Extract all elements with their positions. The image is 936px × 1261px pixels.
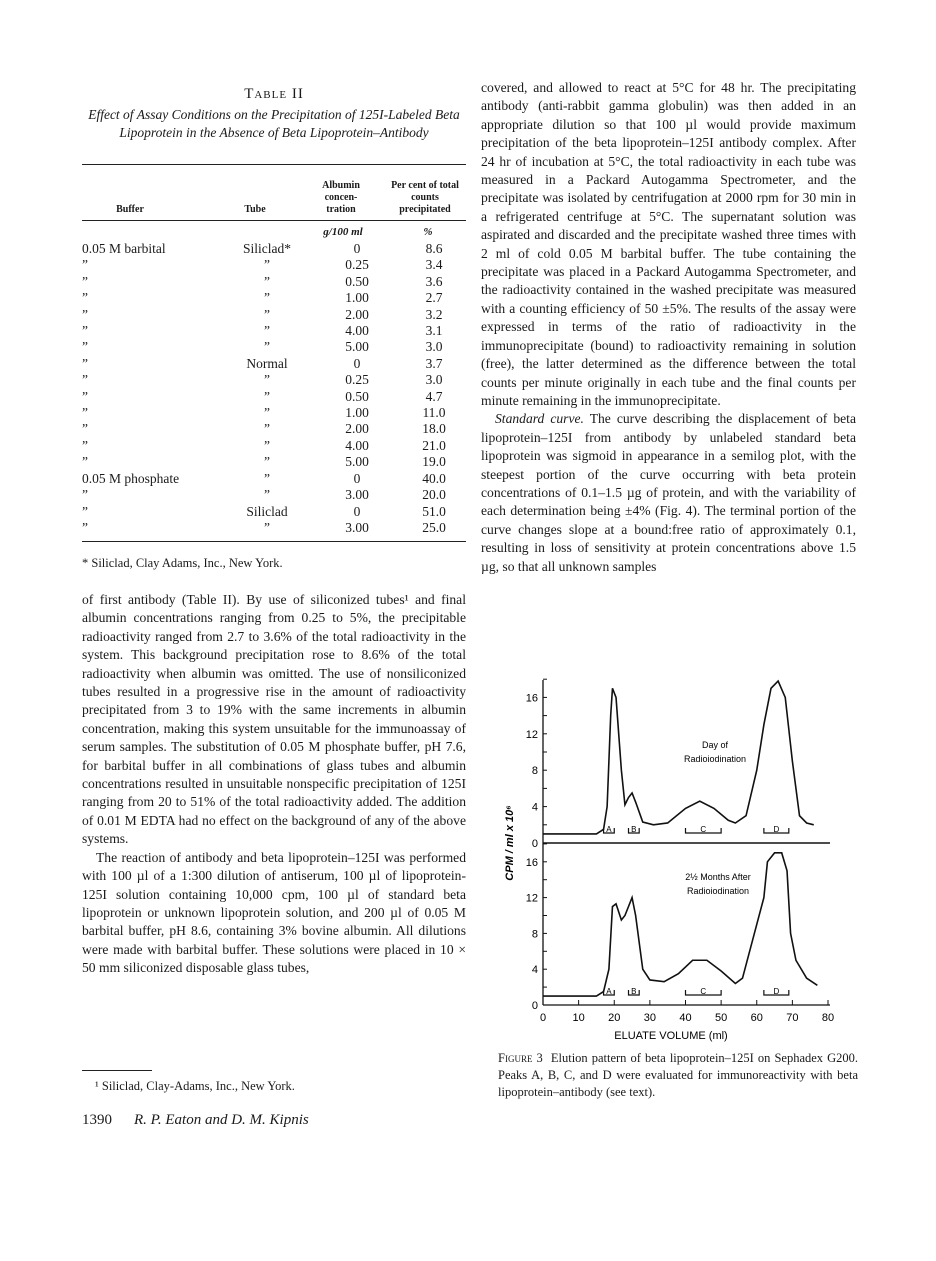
table-cell: 0 [353,241,361,256]
peak-label: C [700,825,707,834]
table-row [82,323,466,339]
table-cell: ” [82,257,88,273]
x-tick-label: 70 [786,1012,799,1024]
table-row [82,438,466,454]
table-row [82,520,466,536]
y-tick-label: 4 [531,801,538,814]
table-cell: ” [264,470,270,486]
table-cell: ” [264,306,270,322]
table-cell: ” [264,290,270,306]
table-cell: 4.7 [425,388,443,404]
y-tick-label: 0 [531,1000,538,1012]
section-heading: Standard curve. [495,411,584,427]
table-cell: 0 [353,355,361,371]
table-cell: 3.2 [425,306,443,322]
table-cell: ” [264,372,270,388]
x-tick-label: 20 [608,1012,621,1024]
x-tick-label: 80 [821,1012,835,1024]
table-row [82,274,466,290]
y-tick-label: 0 [531,838,538,850]
table-row [82,307,466,323]
table-row [82,405,466,421]
table-cell: 2.7 [425,290,443,306]
paragraph: covered, and allowed to react at 5°C for 48 hr. The precipitating antibody (anti-rabbit gamma globulin) was then added in an appropriate dilution so that 100 µl would provide maximum precipitation of the beta lipoprotein–125I antibody complex. After 24 hr of incubation at 5°C, the total radioactivity in each tube was measured in a Packard Autogamma Spectrometer, and the precipitate was isolated by centrifugation at 2000 rpm for 30 min in a refrigerated centrifuge at 5°C. The supernatant solution was aspirated and discarded and the precipitate washed three times with 2 ml of cold 0.05 M barbital buffer. The tube containing the precipitate was placed in a Packard Autogamma Spectrometer, and the radioactivity contained in the washed precipitate was measured with a counting efficiency of 50 ±5%. The results of the assay were expressed in terms of the ratio of radioactivity in the immunoprecipitate (bound) to radioactivity remaining in solution (free), the latter determined as the difference between the total counts per minute originally in each tube and the final counts per minute remaining in the immunoprecipitate. [481,80,856,408]
table-cell: ” [82,339,88,355]
panel-label: 2½ Months After [685,872,751,882]
x-tick-label: 30 [643,1012,656,1024]
table-cell: ” [82,323,88,339]
table-cell: 0 [353,470,361,486]
y-axis-label: CPM / ml x 10⁶ [504,805,516,881]
table-header-rule [82,220,466,221]
table-cell: 1.00 [345,405,369,421]
unit-percent: % [423,226,433,238]
table-cell: Siliclad [246,503,288,519]
panel-label: Day of [701,740,729,750]
table-cell: 3.00 [345,487,369,503]
y-tick-label: 16 [525,856,538,869]
table-row [82,339,466,355]
table-cell: 3.1 [425,323,443,339]
table-cell: 40.0 [422,470,446,486]
peak-label: B [631,987,637,996]
table-cell: ” [264,339,270,355]
table-cell: 0.05 M phosphate [82,470,180,486]
table-cell: ” [264,421,270,437]
figure-label: Figure 3 [498,1051,543,1065]
peak-label: A [606,987,612,996]
table-row [82,241,466,257]
table-cell: 2.00 [345,306,369,322]
table-cell: 0 [353,503,361,519]
table-cell: 2.00 [345,421,369,437]
table-cell: 20.0 [422,487,446,503]
table-cell: 3.7 [425,355,443,371]
table-cell: ” [264,388,270,404]
y-tick-label: 16 [525,692,538,705]
table-cell: ” [82,372,88,388]
table-cell: ” [264,257,270,273]
paragraph: of first antibody (Table II). By use of siliconized tubes¹ and final albumin concentrations ranging from 0.25 to 5%, the precipitable radioactivity ranged from 2.7 to 3.6% of the total radioactivity in the system. This background precipitation rose to 8.6% of the total radioactivity when albumin was omitted. The use of nonsiliconized tubes resulted in a progressive rise in the amount of radioactivity precipitated from 3 to 19% with the same increments in albumin concentration, making this system unsuitable for the immunoassay of serum samples. The substitution of 0.05 M phosphate buffer, pH 7.6, for barbital buffer in all combinations of glass tubes and albumin concentrations resulted in unsuitable nonspecific precipitation of 125I ranging from 20 to 51% of the total radioactivity added. The addition of 0.01 M EDTA had no effect on the background of any of the above systems. [82,592,466,847]
figure-3-chart [500,670,850,1050]
table-cell: ” [82,421,88,437]
table-row [82,504,466,520]
page-footer [82,1112,309,1129]
x-tick-label: 10 [572,1012,585,1024]
table-cell: ” [82,503,88,519]
table-cell: ” [264,519,270,535]
paragraph-body: The curve describing the displacement of beta lipoprotein–125I from antibody by unlabeled standard beta lipoprotein was sigmoid in appearance in a semilog plot, with the steepest portion of the curve occurring with beta protein concentrations of 0.1–1.5 µg of protein, and with the variability of each determination being ±4% (Fig. 4). The terminal portion of the curve changes slope at a bound:free ratio of approximately 0.1, resulting in loss of sensitivity at protein concentrations above 1.5 µg, so that all unknown samples [481,411,856,574]
table-cell: 0.25 [345,372,369,388]
left-column-text [82,591,466,978]
table-cell: ” [264,454,270,470]
table-cell: ” [82,487,88,503]
table-cell: ” [264,323,270,339]
table-footnote: * Siliclad, Clay Adams, Inc., New York. [82,556,283,570]
table-cell: 3.00 [345,519,369,535]
table-cell: 3.4 [425,257,443,273]
table-bottom-rule [82,541,466,542]
paragraph [481,410,856,576]
table-cell: ” [82,454,88,470]
table-row [82,454,466,470]
figure-caption-text: Elution pattern of beta lipoprotein–125I on Sephadex G200. Peaks A, B, C, and D were evaluated for immunoreactivity with beta lipoprotein–antibody (see text). [498,1051,859,1099]
y-tick-label: 12 [525,892,538,905]
table-row [82,257,466,273]
table-cell: ” [82,306,88,322]
table-cell: 8.6 [425,241,443,256]
table-row [82,389,466,405]
table-cell: 25.0 [422,519,446,535]
table-cell: 0.50 [345,273,369,289]
table-cell: 0.50 [345,388,369,404]
footnote-rule [82,1070,152,1071]
y-tick-label: 12 [525,728,538,741]
table-cell: ” [264,405,270,421]
peak-label: D [773,825,780,834]
table-row [82,372,466,388]
peak-label: A [606,825,612,834]
table-cell: ” [264,487,270,503]
y-tick-label: 4 [531,964,538,977]
table-title: Table II [244,86,304,102]
series-line [543,853,817,996]
peak-label: D [773,987,780,996]
peak-label: B [631,825,637,834]
table-cell: 4.00 [345,323,369,339]
peak-label: C [700,987,707,996]
table-cell: 0.05 M barbital [82,241,166,256]
table-row [82,290,466,306]
table-top-rule [82,164,466,165]
table-cell: 0.25 [345,257,369,273]
table-cell: 21.0 [422,437,446,453]
footnote: ¹ Siliclad, Clay-Adams, Inc., New York. [95,1079,295,1093]
x-tick-label: 40 [679,1012,692,1024]
table-row [82,356,466,372]
table-cell: ” [82,405,88,421]
table-cell: 4.00 [345,437,369,453]
panel-label: Radioiodination [686,886,750,896]
table-row [82,487,466,503]
table-cell: ” [82,388,88,404]
table-row [82,421,466,437]
table-cell: 51.0 [422,503,446,519]
table-cell: 18.0 [422,421,446,437]
table-cell: ” [82,355,88,371]
x-tick-label: 0 [539,1012,547,1024]
x-axis-label: ELUATE VOLUME (ml) [614,1030,728,1042]
paragraph: The reaction of antibody and beta lipoprotein–125I was performed with 100 µl of a 1:300 dilution of antiserum, 100 µl of lipoprotein-125I solution containing 10,000 cpm, 100 µl of standard beta lipoprotein or unknown lipoprotein solution, and 200 µl of 0.05 M barbital buffer, pH 8.6, containing 3% bovine albumin. All dilutions were made with barbital buffer. These solutions were placed in 10 × 50 mm siliconized disposable glass tubes, [82,849,466,976]
table-row [82,471,466,487]
data-table [82,241,466,536]
panel-label: Radioiodination [683,754,747,764]
table-cell: ” [82,290,88,306]
table-cell: Normal [246,355,288,371]
table-cell: Siliclad* [243,241,291,256]
col-header-tube: Tube [244,204,266,215]
y-tick-label: 8 [531,765,538,778]
table-cell: 5.00 [345,454,369,470]
table-cell: ” [82,519,88,535]
table-cell: 1.00 [345,290,369,306]
x-tick-label: 60 [750,1012,763,1024]
page-number: 1390 [82,1112,112,1128]
table-cell: 5.00 [345,339,369,355]
table-cell: ” [82,437,88,453]
series-line [543,681,814,834]
table-cell: 3.0 [425,339,443,355]
authors: R. P. Eaton and D. M. Kipnis [134,1112,309,1128]
col-header-albumin: Albumin concen- tration [322,180,360,215]
unit-albumin: g/100 ml [323,226,363,238]
col-header-percent: Per cent of total counts precipitated [391,180,459,215]
y-tick-label: 8 [531,928,538,941]
table-cell: 3.6 [425,273,443,289]
right-column-text [481,79,856,576]
table-caption: Effect of Assay Conditions on the Precipitation of 125I-Labeled Beta Lipoprotein in the Absence of Beta Lipoprotein–Antibody [88,107,460,140]
table-cell: 11.0 [422,405,446,421]
x-tick-label: 50 [715,1012,728,1024]
table-cell: ” [264,437,270,453]
figure-caption [498,1050,858,1101]
table-cell: 19.0 [422,454,446,470]
col-header-buffer: Buffer [116,204,144,215]
table-cell: ” [82,273,88,289]
table-cell: 3.0 [425,372,443,388]
table-cell: ” [264,273,270,289]
